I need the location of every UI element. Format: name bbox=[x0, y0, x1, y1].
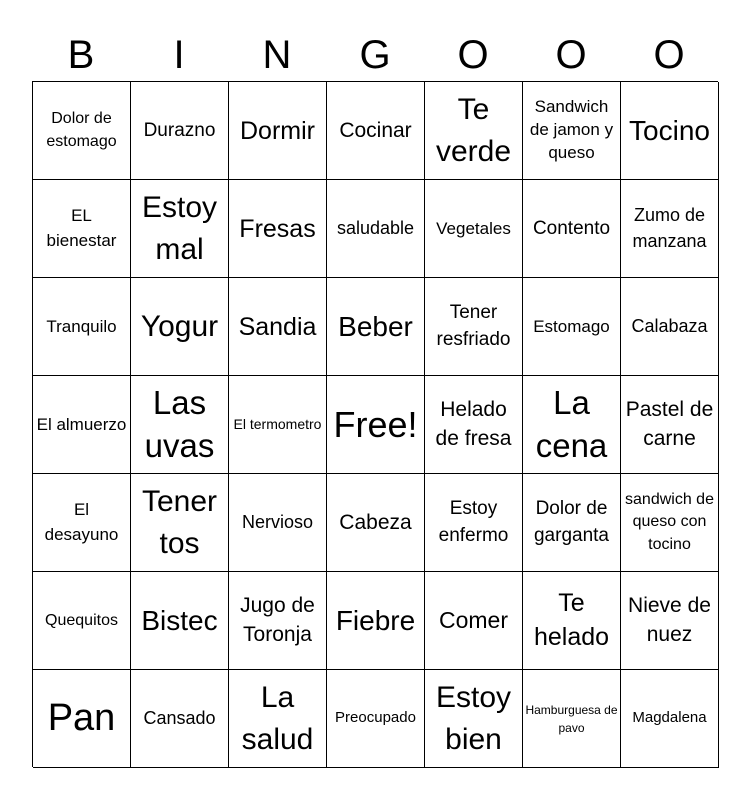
bingo-cell bbox=[33, 180, 131, 278]
bingo-board bbox=[32, 81, 718, 767]
cell-text: Durazno bbox=[143, 119, 216, 141]
bingo-cell bbox=[327, 82, 425, 180]
bingo-cell bbox=[621, 82, 719, 180]
cell-text: Calabaza bbox=[631, 315, 708, 336]
bingo-cell bbox=[523, 180, 621, 278]
cell-text: Beber bbox=[338, 310, 413, 342]
cell-text: Tranquilo bbox=[46, 316, 117, 336]
bingo-cell bbox=[229, 670, 327, 768]
bingo-cell bbox=[33, 474, 131, 572]
cell-text: Magdalena bbox=[632, 709, 707, 727]
cell-text: Helado de fresa bbox=[435, 398, 512, 450]
bingo-cell bbox=[229, 474, 327, 572]
cell-text: EL bienestar bbox=[46, 205, 117, 250]
cell-text: Fiebre bbox=[335, 604, 416, 636]
bingo-cell bbox=[523, 572, 621, 670]
cell-text: Tocino bbox=[629, 114, 710, 146]
cell-text: Contento bbox=[532, 217, 611, 239]
bingo-cell bbox=[327, 180, 425, 278]
bingo-cell bbox=[523, 82, 621, 180]
bingo-cell bbox=[327, 670, 425, 768]
bingo-cell bbox=[33, 376, 131, 474]
bingo-cell bbox=[425, 572, 523, 670]
bingo-cell bbox=[425, 474, 523, 572]
header-letter-o-2: O bbox=[555, 33, 587, 77]
bingo-cell bbox=[327, 278, 425, 376]
bingo-header bbox=[32, 28, 718, 82]
bingo-cell bbox=[229, 376, 327, 474]
bingo-cell bbox=[621, 572, 719, 670]
header-letter-b: B bbox=[67, 33, 95, 77]
cell-text: El termometro bbox=[233, 416, 322, 432]
bingo-cell bbox=[229, 82, 327, 180]
cell-text: Te helado bbox=[533, 588, 610, 651]
bingo-cell bbox=[327, 376, 425, 474]
cell-text: Nieve de nuez bbox=[628, 594, 711, 646]
cell-text: Cabeza bbox=[339, 510, 412, 534]
bingo-cell bbox=[327, 474, 425, 572]
bingo-cell bbox=[523, 670, 621, 768]
cell-text: Tener resfriado bbox=[436, 301, 511, 350]
cell-text: Cansado bbox=[143, 707, 216, 728]
cell-text: Estoy mal bbox=[141, 190, 218, 266]
cell-text: Free! bbox=[333, 403, 418, 445]
cell-text: Dormir bbox=[240, 116, 315, 145]
header-letter-g: G bbox=[359, 33, 391, 77]
header-letter-o-3: O bbox=[653, 33, 685, 77]
bingo-cell bbox=[131, 670, 229, 768]
cell-text: Cocinar bbox=[339, 118, 412, 142]
cell-text: Yogur bbox=[140, 309, 219, 343]
bingo-cell bbox=[523, 474, 621, 572]
bingo-cell bbox=[229, 278, 327, 376]
cell-text: Zumo de manzana bbox=[632, 205, 707, 251]
cell-text: Preocupado bbox=[335, 709, 416, 727]
bingo-cell bbox=[33, 82, 131, 180]
cell-text: La cena bbox=[535, 383, 608, 464]
cell-text: Estoy bien bbox=[435, 680, 512, 756]
bingo-cell bbox=[33, 670, 131, 768]
cell-text: Fresas bbox=[239, 214, 316, 243]
cell-text: Te verde bbox=[435, 92, 512, 168]
bingo-cell bbox=[621, 376, 719, 474]
bingo-cell bbox=[425, 180, 523, 278]
bingo-cell bbox=[131, 474, 229, 572]
cell-text: Dolor de estomago bbox=[46, 110, 117, 150]
cell-text: Pastel de carne bbox=[625, 398, 714, 450]
cell-text: El almuerzo bbox=[36, 414, 127, 434]
cell-text: Las uvas bbox=[144, 383, 215, 464]
bingo-cell bbox=[131, 180, 229, 278]
cell-text: La salud bbox=[241, 680, 314, 756]
bingo-cell bbox=[425, 376, 523, 474]
bingo-cell bbox=[131, 376, 229, 474]
cell-text: El desayuno bbox=[44, 499, 119, 544]
bingo-cell bbox=[229, 572, 327, 670]
bingo-cell bbox=[425, 670, 523, 768]
header-letter-o-1: O bbox=[457, 33, 489, 77]
cell-text: Vegetales bbox=[436, 218, 511, 238]
bingo-cell bbox=[33, 572, 131, 670]
bingo-cell bbox=[229, 180, 327, 278]
header-letter-i: I bbox=[173, 33, 185, 77]
header-letter-n: N bbox=[262, 33, 292, 77]
cell-text: Estoy enfermo bbox=[438, 497, 509, 546]
cell-text: Tener tos bbox=[141, 484, 218, 560]
cell-text: Comer bbox=[438, 606, 508, 633]
cell-text: Nervioso bbox=[241, 511, 314, 532]
cell-text: Bistec bbox=[141, 604, 218, 636]
bingo-cell bbox=[131, 278, 229, 376]
bingo-cell bbox=[33, 278, 131, 376]
bingo-cell bbox=[523, 278, 621, 376]
bingo-cell bbox=[621, 278, 719, 376]
cell-text: saludable bbox=[336, 217, 415, 238]
cell-text: Sandwich de jamon y queso bbox=[529, 97, 614, 162]
bingo-cell bbox=[425, 278, 523, 376]
bingo-cell bbox=[621, 180, 719, 278]
cell-text: Hamburguesa de pavo bbox=[525, 702, 618, 735]
bingo-cell bbox=[327, 572, 425, 670]
cell-text: sandwich de queso con tocino bbox=[625, 490, 714, 553]
bingo-cell bbox=[131, 572, 229, 670]
cell-text: Estomago bbox=[533, 316, 610, 336]
cell-text: Quequitos bbox=[45, 611, 118, 629]
bingo-cell bbox=[621, 474, 719, 572]
bingo-cell bbox=[621, 670, 719, 768]
bingo-cell bbox=[523, 376, 621, 474]
cell-text: Dolor de garganta bbox=[533, 497, 609, 546]
bingo-cell bbox=[425, 82, 523, 180]
cell-text: Jugo de Toronja bbox=[240, 594, 315, 646]
cell-text: Pan bbox=[47, 696, 116, 739]
bingo-cell bbox=[131, 82, 229, 180]
cell-text: Sandia bbox=[238, 312, 317, 341]
